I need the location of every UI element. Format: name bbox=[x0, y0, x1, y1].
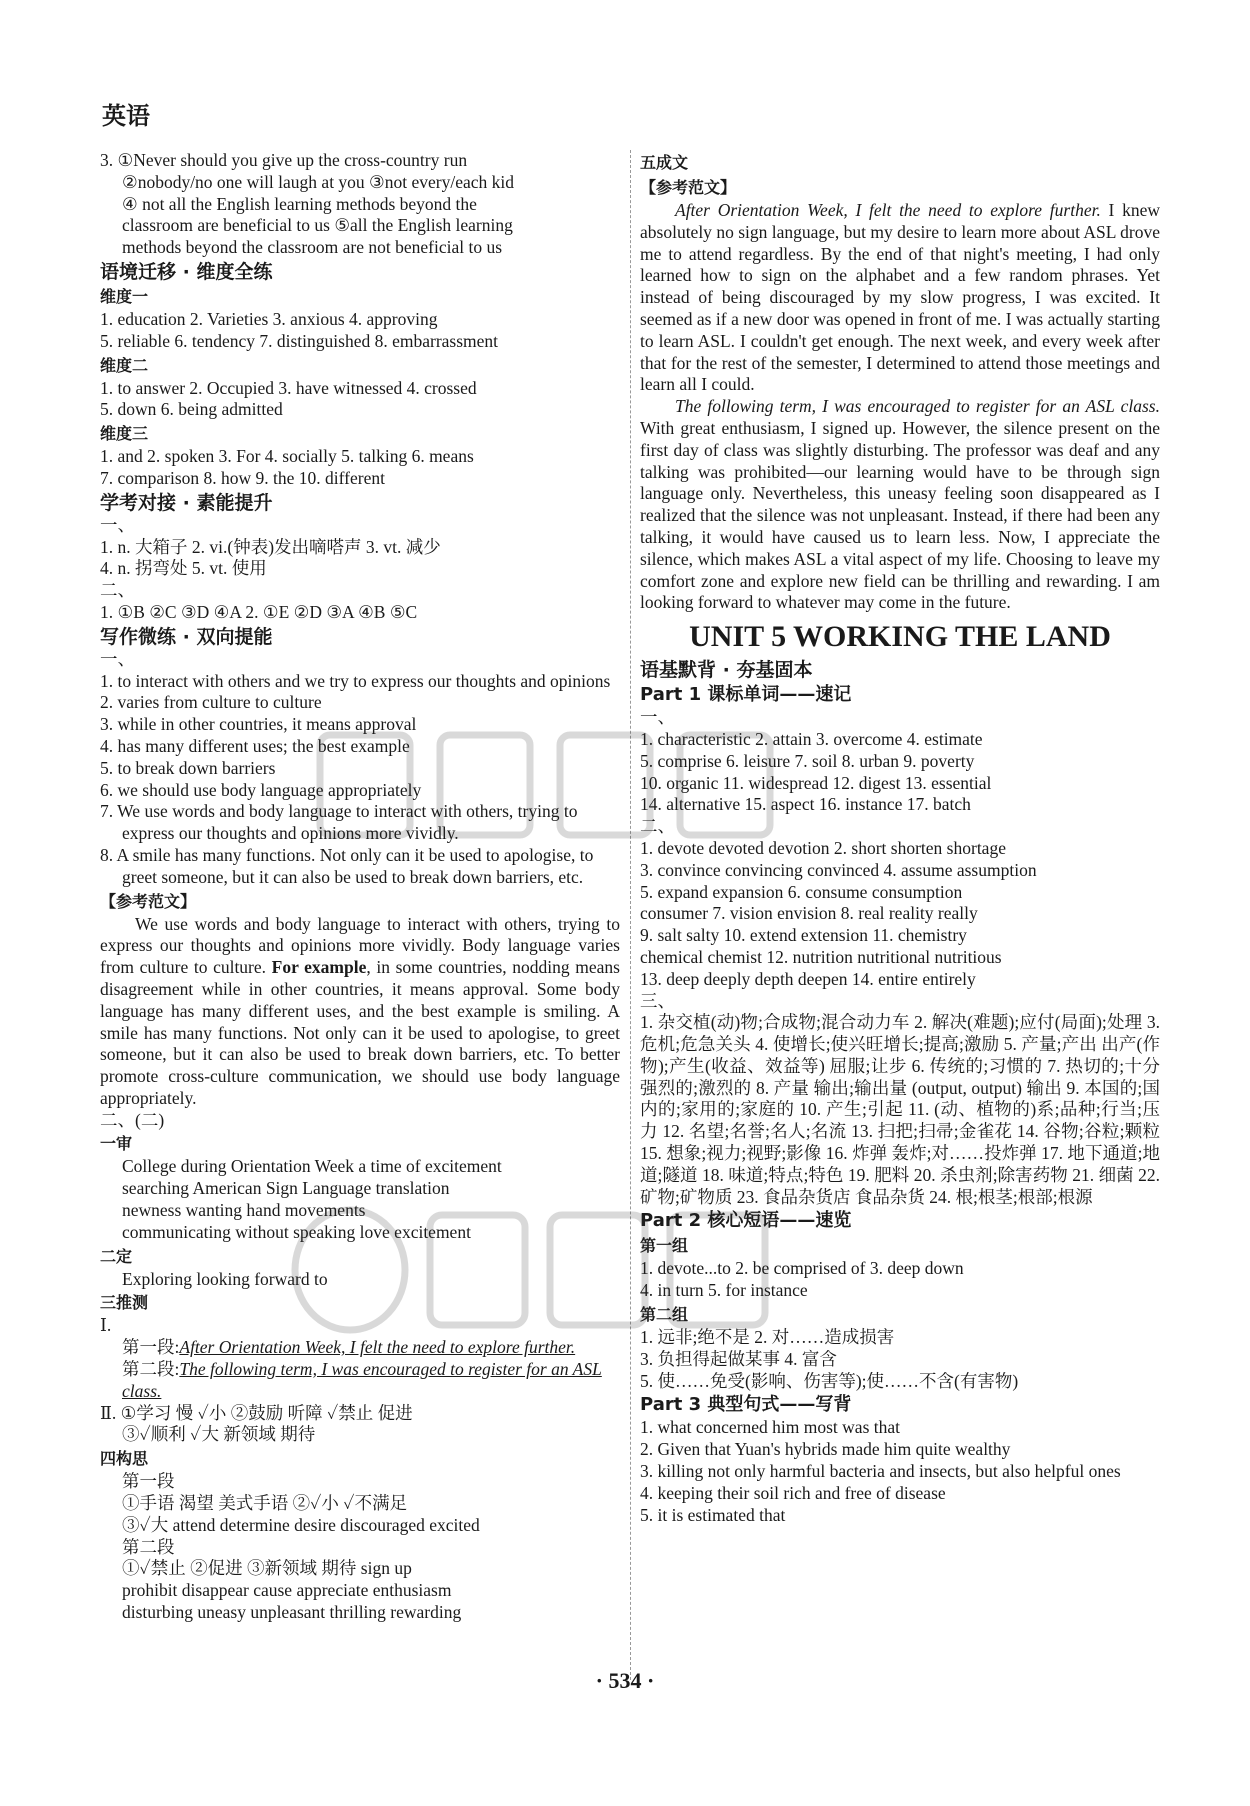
keyword-line: communicating without speaking love excitement bbox=[122, 1221, 471, 1242]
exam-part-two-label: 二、 bbox=[100, 580, 135, 601]
plan-line: disturbing uneasy unpleasant thrilling rewarding bbox=[122, 1602, 462, 1623]
part1-one-label: 一、 bbox=[640, 707, 675, 728]
q3-line: classroom are beneficial to us ⑤all the English learning bbox=[122, 215, 513, 236]
sample-text-part: We use words and body language to interact with others, trying to express our thoughts and opinions more vividly. Body language varies from culture to culture. bbox=[100, 913, 620, 978]
dimension-3-title: 维度三 bbox=[100, 424, 149, 444]
step3-title: 三推测 bbox=[100, 1293, 149, 1313]
paragraph-plan-title: 第二段 bbox=[122, 1536, 175, 1557]
part1-three-label: 三、 bbox=[640, 990, 675, 1011]
answer-line: 1. to answer 2. Occupied 3. have witnessed 4. crossed bbox=[100, 377, 477, 398]
sentence-item: 4. keeping their soil rich and free of disease bbox=[640, 1482, 946, 1503]
answer-line: 1. devote...to 2. be comprised of 3. deep down bbox=[640, 1258, 964, 1279]
step1-title: 一审 bbox=[100, 1134, 133, 1154]
step5-title: 五成文 bbox=[640, 153, 689, 172]
roman-two-line: Ⅱ. ①学习 慢 ✓小 ②鼓励 听障 ✓禁止 促进 bbox=[100, 1402, 413, 1423]
q3-line: ④ not all the English learning methods beyond the bbox=[122, 193, 477, 214]
group2-title: 第二组 bbox=[640, 1305, 689, 1325]
section-heading-exam: 学考对接 · 素能提升 bbox=[100, 491, 273, 514]
page-subject-header: 英语 bbox=[102, 102, 150, 130]
writing-item: 6. we should use body language appropriately bbox=[100, 779, 422, 800]
plan-line: prohibit disappear cause appreciate enthusiasm bbox=[122, 1580, 452, 1601]
dimension-2-title: 维度二 bbox=[100, 355, 149, 375]
sentence-item: 5. it is estimated that bbox=[640, 1504, 786, 1525]
part1-two-label: 二、 bbox=[640, 816, 675, 837]
writing-item: 1. to interact with others and we try to express our thoughts and opinions bbox=[100, 670, 611, 691]
answer-line: 3. convince convincing convinced 4. assume assumption bbox=[640, 859, 1037, 880]
writing-item: 8. A smile has many functions. Not only can it be used to apologise, to greet someone, but it can also be used to break down barriers, etc. bbox=[100, 844, 594, 887]
answer-line: 5. expand expansion 6. consume consumption bbox=[640, 881, 963, 902]
answer-line: 10. organic 11. widespread 12. digest 13. essential bbox=[640, 772, 992, 793]
paragraph-plan-title: 第一段 bbox=[122, 1471, 175, 1492]
answer-line: 5. comprise 6. leisure 7. soil 8. urban 9. poverty bbox=[640, 750, 975, 771]
part2-heading: Part 2 核心短语——速览 bbox=[640, 1210, 852, 1232]
roman-one-label: Ⅰ. bbox=[100, 1315, 112, 1336]
answer-line: 1. characteristic 2. attain 3. overcome 4. estimate bbox=[640, 728, 983, 749]
plan-line: ①✓禁止 ②促进 ③新领域 期待 sign up bbox=[122, 1558, 412, 1579]
left-column bbox=[100, 150, 620, 1624]
column-divider bbox=[630, 150, 631, 1680]
essay-body: I knew absolutely no sign language, but my desire to learn more about ASL drove me to attend regardless. By the end of that night's meeting, I had only learned how to sign on the alphabet and a few random phrases. Yet instead of being discouraged by my slow progress, I was excited. It seemed as if a new door was opened in front of me. I was actually starting to learn ASL. I couldn't get enough. The next week, and every week after that for the rest of the semester, I determined to attend those meetings and learn all I could. bbox=[640, 200, 1160, 395]
answer-line: 1. devote devoted devotion 2. short shorten shortage bbox=[640, 837, 1006, 858]
right-column bbox=[640, 150, 1160, 1526]
part-two-label: 二、(二) bbox=[100, 1109, 165, 1130]
essay-paragraph-2 bbox=[640, 396, 1160, 614]
section-heading-context: 语境迁移 · 维度全练 bbox=[100, 260, 273, 283]
keyword-line: searching American Sign Language translation bbox=[122, 1178, 450, 1199]
step2-title: 二定 bbox=[100, 1246, 133, 1266]
essay-paragraph-1 bbox=[640, 200, 1160, 396]
writing-item: 4. has many different uses; the best example bbox=[100, 735, 410, 756]
sentence-item: 1. what concerned him most was that bbox=[640, 1417, 901, 1438]
answer-line: 1. 远非;绝不是 2. 对……造成损害 bbox=[640, 1327, 895, 1348]
answer-line: 1. education 2. Varieties 3. anxious 4. approving bbox=[100, 308, 438, 329]
essay-topic-sentence: After Orientation Week, I felt the need to explore further. bbox=[675, 200, 1101, 220]
dimension-1-title: 维度一 bbox=[100, 286, 149, 306]
sample-essay-title: 【参考范文】 bbox=[640, 178, 737, 197]
writing-item: 7. We use words and body language to interact with others, trying to express our thoughts and opinions more vividly. bbox=[100, 801, 578, 844]
answer-line: 7. comparison 8. how 9. the 10. different bbox=[100, 467, 385, 488]
answer-line: 9. salt salty 10. extend extension 11. chemistry bbox=[640, 925, 967, 946]
keyword-line: newness wanting hand movements bbox=[122, 1200, 366, 1221]
q3-line: methods beyond the classroom are not beneficial to us bbox=[122, 237, 503, 258]
answer-line: 4. in turn 5. for instance bbox=[640, 1280, 808, 1301]
part1-three-answers: 1. 杂交植(动)物;合成物;混合动力车 2. 解决(难题);应付(局面);处理 3. 危机;危急关头 4. 使增长;使兴旺增长;提高;激励 5. 产量;产出 出产(作物);产生(收益、效益等) 屈服;让步 6. 传统的;习惯的 7. 热切的;十分强烈的;激烈的 8. 产量 输出;输出量 (output, output) 输出 9. 本国的;国内的;家用的;家庭的 10. 产生;引起 11. (动、植物的)系;品种;行当;压力 12. 名望;名誉;名人;名流 13. 扫把;扫帚;金雀花 14. 谷物;谷粒;颗粒 15. 想象;视力;视野;影像 16. 炸弹 轰炸;对……投炸弹 17. 地下通道;地道;隧道 18. 味道;特点;特色 19. 肥料 20. 杀虫剂;除害药物 21. 细菌 22. 矿物;矿物质 23. 食品杂货店 食品杂货 24. 根;根茎;根部;根源 bbox=[640, 1012, 1160, 1207]
sample-essay-text bbox=[100, 914, 620, 1110]
sample-essay-title: 【参考范文】 bbox=[100, 891, 197, 911]
essay-body: With great enthusiasm, I signed up. However, the silence present on the first day of class was slightly disturbing. The professor was deaf and any talking was prohibited—our learning would have to be through sign language only. Nevertheless, this uneasy feeling soon disappeared as I realized that the silence was not unpleasant. Instead, if there had been any talking, it would have caused us to learn less. Now, I appreciate the silence, which makes ASL a vital aspect of my life. Choosing to leave my comfort zone and explore new field can be thrilling and rewarding. I am looking forward to whatever may come in the future. bbox=[640, 417, 1160, 613]
plan-line: ③✓大 attend determine desire discouraged excited bbox=[122, 1514, 480, 1535]
keyword-line: College during Orientation Week a time of excitement bbox=[122, 1156, 502, 1177]
paragraph-2-topic bbox=[100, 1359, 620, 1403]
answer-line: 13. deep deeply depth deepen 14. entire entirely bbox=[640, 968, 976, 989]
para-label: 第一段: bbox=[122, 1337, 180, 1358]
para-label: 第二段: bbox=[122, 1359, 180, 1380]
keyword-line: Exploring looking forward to bbox=[122, 1268, 328, 1289]
page-number: · 534 · bbox=[595, 1668, 655, 1693]
section-heading-base: 语基默背 · 夯基固本 bbox=[640, 659, 813, 682]
answer-line: 3. 负担得起做某事 4. 富含 bbox=[640, 1348, 837, 1369]
exam-part-one-label: 一、 bbox=[100, 514, 135, 535]
group1-title: 第一组 bbox=[640, 1236, 689, 1256]
answer-line: 5. down 6. being admitted bbox=[100, 399, 283, 420]
writing-item: 3. while in other countries, it means approval bbox=[100, 714, 417, 735]
sample-text-bold: For example bbox=[271, 957, 367, 978]
answer-line: 14. alternative 15. aspect 16. instance 17. batch bbox=[640, 794, 971, 815]
answer-line: 1. ①B ②C ③D ④A 2. ①E ②D ③A ④B ⑤C bbox=[100, 601, 418, 622]
sentence-item: 3. killing not only harmful bacteria and insects, but also helpful ones bbox=[640, 1461, 1121, 1482]
answer-line: 5. 使……免受(影响、伤害等);使……不含(有害物) bbox=[640, 1370, 1019, 1391]
paragraph-1-topic bbox=[100, 1337, 620, 1359]
plan-line: ①手语 渴望 美式手语 ②✓小 ✓不满足 bbox=[122, 1493, 408, 1514]
sentence-item: 2. Given that Yuan's hybrids made him quite wealthy bbox=[640, 1439, 1011, 1460]
answer-line: chemical chemist 12. nutrition nutritional nutritious bbox=[640, 946, 1002, 967]
q3-line: 3. ①Never should you give up the cross-country run bbox=[100, 150, 468, 170]
section-heading-writing: 写作微练 · 双向提能 bbox=[100, 625, 273, 648]
answer-line: 5. reliable 6. tendency 7. distinguished 8. embarrassment bbox=[100, 330, 499, 351]
writing-item: 5. to break down barriers bbox=[100, 757, 276, 778]
roman-two-line: ③✓顺利 ✓大 新领域 期待 bbox=[122, 1424, 316, 1445]
answer-line: consumer 7. vision envision 8. real reality really bbox=[640, 903, 978, 924]
unit-title: UNIT 5 WORKING THE LAND bbox=[689, 620, 1111, 654]
part3-heading: Part 3 典型句式——写背 bbox=[640, 1394, 852, 1416]
writing-item: 2. varies from culture to culture bbox=[100, 692, 322, 713]
q3-line: ②nobody/no one will laugh at you ③not every/each kid bbox=[122, 171, 514, 192]
answer-line: 1. and 2. spoken 3. For 4. socially 5. talking 6. means bbox=[100, 446, 474, 467]
para-topic-sentence: The following term, I was encouraged to register for an ASL class. bbox=[122, 1359, 602, 1401]
step4-title: 四构思 bbox=[100, 1449, 149, 1469]
sample-text-part: , in some countries, nodding means disagreement while in other countries, it means approval. Some body language has many different uses, and the best example is smiling. A smile has many functions. Not only can it be used to apologise, to greet someone, but it can also be used to break down barriers, etc. To better promote cross-culture communication, we should use body language appropriately. bbox=[100, 957, 620, 1108]
writing-part-one-label: 一、 bbox=[100, 648, 135, 669]
answer-line: 4. n. 拐弯处 5. vt. 使用 bbox=[100, 558, 267, 579]
part1-heading: Part 1 课标单词——速记 bbox=[640, 684, 852, 706]
answer-line: 1. n. 大箱子 2. vi.(钟表)发出嘀嗒声 3. vt. 减少 bbox=[100, 536, 441, 557]
para-topic-sentence: After Orientation Week, I felt the need to explore further. bbox=[179, 1337, 576, 1358]
essay-topic-sentence: The following term, I was encouraged to register for an ASL class. bbox=[675, 396, 1160, 417]
